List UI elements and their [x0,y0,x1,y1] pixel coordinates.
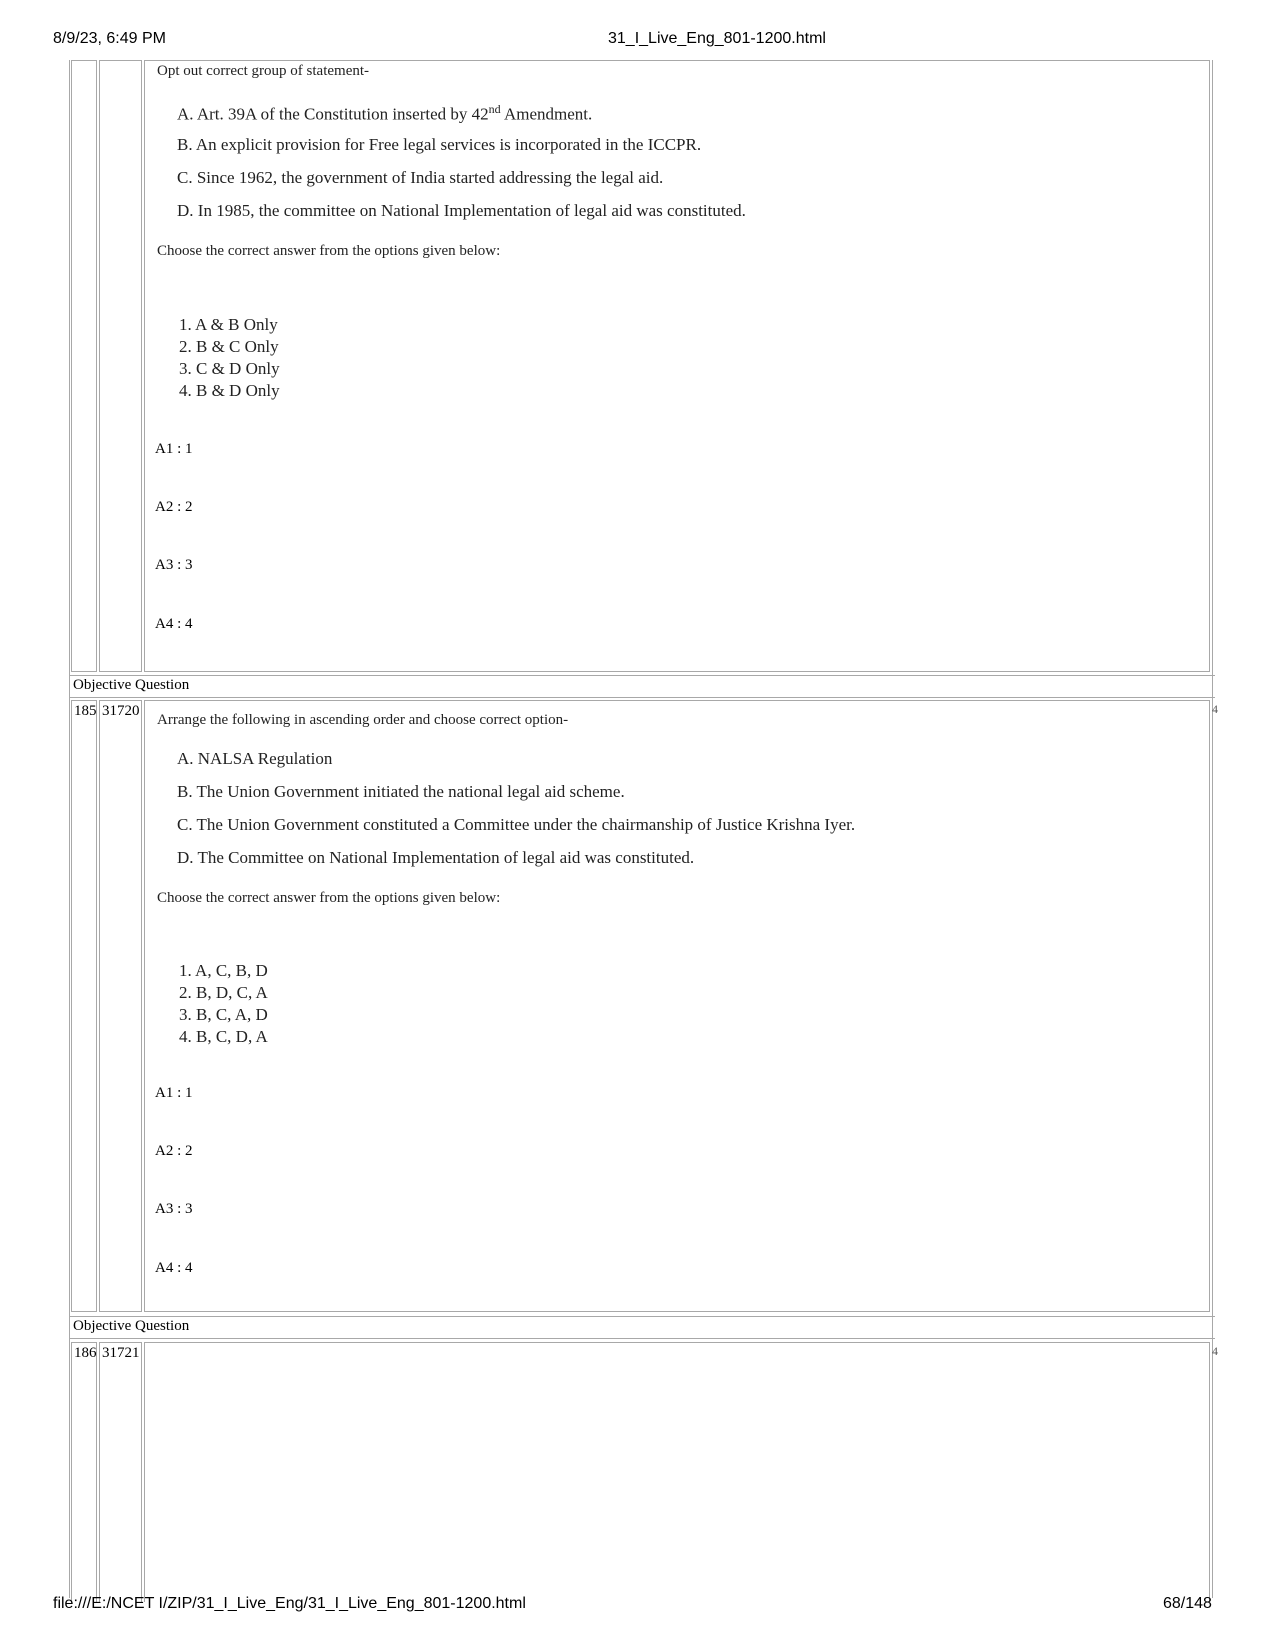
sno-cell [71,60,97,672]
print-title: 31_I_Live_Eng_801-1200.html [608,30,826,47]
question-type: Objective Question [73,1318,190,1334]
option-1: 1. A & B Only [179,315,278,334]
choose-instruction: Choose the correct answer from the options given below: [157,243,501,259]
statement-b: B. The Union Government initiated the national legal aid scheme. [177,782,625,801]
statement-d: D. In 1985, the committee on National Implementation of legal aid was constituted. [177,201,746,220]
qid-cell [99,1342,142,1602]
question-intro: Arrange the following in ascending order and choose correct option- [157,712,569,728]
sno-cell [71,1342,97,1602]
question-type: Objective Question [73,677,190,693]
statement-c: C. The Union Government constituted a Committee under the chairmanship of Justice Krishna Iyer. [177,815,856,834]
sno-cell [71,700,97,1312]
answer-1: A1 : 1 [155,441,193,457]
option-3: 3. C & D Only [179,359,280,378]
page-number: 68/148 [1163,1595,1212,1612]
question-cell [144,1342,1210,1602]
truncated-column-mark: 4 [1212,702,1218,716]
table-border-left [69,60,70,1598]
answer-2: A2 : 2 [155,1143,193,1159]
row-separator [70,675,1215,676]
row-separator [70,697,1215,698]
print-datetime: 8/9/23, 6:49 PM [53,30,166,47]
answer-4: A4 : 4 [155,1260,193,1276]
question-number: 185 [74,703,97,719]
statement-a: A. NALSA Regulation [177,749,333,768]
statement-c: C. Since 1962, the government of India started addressing the legal aid. [177,168,664,187]
question-id: 31720 [102,703,140,719]
row-separator [70,1338,1215,1339]
answer-2: A2 : 2 [155,499,193,515]
question-id: 31721 [102,1345,140,1361]
table-border-right [1212,60,1213,1598]
option-1: 1. A, C, B, D [179,961,268,980]
option-2: 2. B & C Only [179,337,279,356]
answer-4: A4 : 4 [155,616,193,632]
option-4: 4. B & D Only [179,381,280,400]
answer-1: A1 : 1 [155,1085,193,1101]
row-separator [70,1316,1215,1317]
answer-3: A3 : 3 [155,557,193,573]
truncated-column-mark: 4 [1212,1344,1218,1358]
question-number: 186 [74,1345,97,1361]
print-file-path: file:///E:/NCET I/ZIP/31_I_Live_Eng/31_I_Live_Eng_801-1200.html [53,1595,526,1612]
qid-cell [99,60,142,672]
answer-3: A3 : 3 [155,1201,193,1217]
question-intro: Opt out correct group of statement- [157,63,370,79]
statement-d: D. The Committee on National Implementation of legal aid was constituted. [177,848,695,867]
statement-b: B. An explicit provision for Free legal services is incorporated in the ICCPR. [177,135,702,154]
option-2: 2. B, D, C, A [179,983,268,1002]
qid-cell [99,700,142,1312]
option-4: 4. B, C, D, A [179,1027,268,1046]
choose-instruction: Choose the correct answer from the options given below: [157,890,501,906]
option-3: 3. B, C, A, D [179,1005,268,1024]
statement-a: A. Art. 39A of the Constitution inserted by 42nd Amendment. [177,102,593,124]
